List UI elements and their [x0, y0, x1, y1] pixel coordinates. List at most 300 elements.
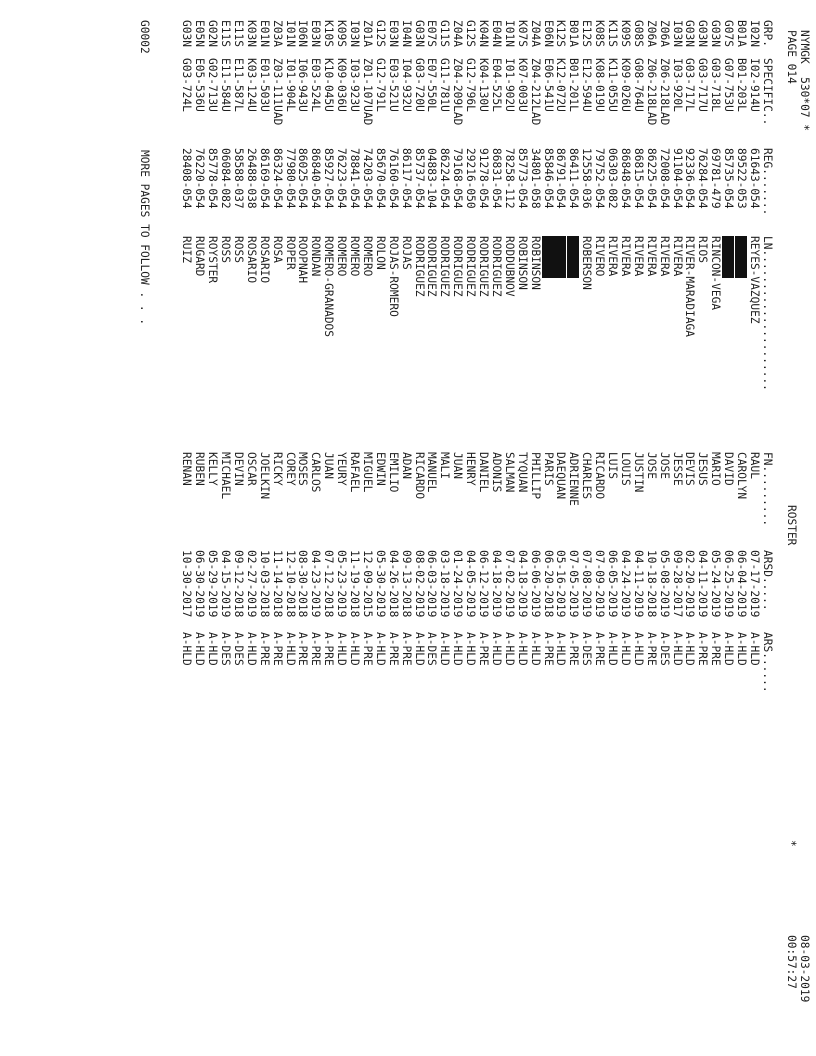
- table-row: [631, 20, 644, 1040]
- cell-fn: DEVIN: [232, 452, 245, 486]
- cell-ars: A-HLD: [490, 632, 503, 666]
- cell-grp: Z04A: [451, 20, 465, 47]
- cell-arsd: 07-08-2019: [580, 550, 594, 618]
- cell-grp: E11S: [232, 20, 245, 47]
- cell-ars: A-HLD: [631, 632, 645, 666]
- cell-grp: Z06A: [657, 20, 671, 47]
- cell-ars: A-DES: [232, 632, 245, 666]
- cell-spec: I06-943U: [296, 58, 310, 112]
- table-row: [489, 20, 502, 1040]
- cell-spec: I01-902U: [502, 58, 516, 112]
- table-row: [670, 20, 683, 1040]
- cell-spec: G02-713U: [206, 58, 220, 112]
- cell-fn: DAEQUAN: [554, 452, 568, 500]
- cell-arsd: 12-10-2018: [283, 550, 297, 618]
- footer-more-pages: MORE PAGES TO FOLLOW . . .: [138, 150, 151, 326]
- cell-ln: ROBERSON: [580, 236, 594, 290]
- cell-reg: 86117-054: [399, 148, 413, 209]
- cell-fn: RICARDO: [593, 452, 607, 500]
- cell-fn: RENAN: [180, 452, 194, 486]
- table-row: [438, 20, 451, 1040]
- cell-arsd: 06-30-2019: [193, 550, 207, 618]
- cell-arsd: 10-18-2018: [644, 550, 658, 618]
- cell-fn: MALI: [438, 452, 452, 479]
- cell-reg: 86224-054: [438, 148, 452, 209]
- cell-spec: K12-072U: [554, 58, 568, 112]
- cell-grp: I06N: [296, 20, 310, 47]
- cell-grp: G03N: [412, 20, 426, 47]
- cell-spec: K07-003U: [515, 58, 529, 112]
- cell-grp: G03N: [180, 20, 194, 47]
- report-id: NYMGK 530*07 *: [798, 30, 811, 132]
- cell-grp: K09S: [619, 20, 632, 47]
- cell-ln: RIOS: [696, 236, 710, 263]
- cell-arsd: 05-30-2019: [373, 550, 387, 618]
- cell-grp: Z04A: [528, 20, 542, 47]
- cell-arsd: 06-25-2019: [722, 550, 736, 618]
- cell-ln: ROMERO-GRANADOS: [322, 236, 336, 338]
- cell-ln: RIVERA: [619, 236, 632, 277]
- cell-ars: A-PRE: [309, 632, 323, 666]
- redaction-box: [721, 236, 734, 278]
- cell-ars: A-HLD: [180, 632, 194, 666]
- cell-reg: 86324-054: [270, 148, 284, 209]
- cell-reg: 26488-038: [244, 148, 258, 209]
- cell-grp: G08S: [631, 20, 645, 47]
- cell-fn: JOELKIN: [257, 452, 271, 500]
- roster-page: [78, 0, 816, 1056]
- table-row: [592, 20, 605, 1040]
- cell-spec: B01-201L: [567, 58, 581, 112]
- table-row: [463, 20, 476, 1040]
- cell-arsd: 09-28-2017: [670, 550, 684, 618]
- cell-reg: 58588-037: [232, 148, 245, 209]
- table-row: [296, 20, 309, 1040]
- cell-arsd: 04-15-2019: [219, 550, 233, 618]
- cell-ln: ROBINSON: [528, 236, 542, 290]
- cell-arsd: 02-27-2019: [244, 550, 258, 618]
- cell-grp: K04N: [477, 20, 491, 47]
- table-row: [321, 20, 334, 1040]
- cell-grp: E12S: [580, 20, 594, 47]
- cell-grp: Z06A: [644, 20, 658, 47]
- cell-arsd: 07-12-2018: [322, 550, 336, 618]
- cell-ln: RODRIGUEZ: [438, 236, 452, 297]
- cell-spec: Z06-218LAD: [644, 58, 658, 126]
- cell-arsd: 08-02-2019: [412, 550, 426, 618]
- cell-reg: 91278-054: [477, 148, 491, 209]
- cell-ln: REYES-VAZQUEZ: [748, 236, 761, 324]
- cell-fn: OSCAR: [244, 452, 258, 486]
- cell-grp: I02N: [748, 20, 761, 47]
- table-row: [721, 20, 734, 1040]
- cell-grp: K09S: [335, 20, 349, 47]
- cell-fn: JESSE: [670, 452, 684, 486]
- cell-ars: A-HLD: [348, 632, 362, 666]
- table-row: [283, 20, 296, 1040]
- table-row: [270, 20, 283, 1040]
- cell-grp: E01N: [257, 20, 271, 47]
- table-row: [605, 20, 618, 1040]
- cell-grp: B01A: [735, 20, 749, 47]
- table-row: [644, 20, 657, 1040]
- report-time: 00:57:27: [785, 935, 798, 989]
- column-header-row: [760, 20, 773, 1040]
- cell-ars: A-HLD: [683, 632, 697, 666]
- cell-ln: RODRIGUEZ: [477, 236, 491, 297]
- table-row: [502, 20, 515, 1040]
- cell-spec: G12-796L: [464, 58, 478, 112]
- cell-arsd: 09-13-2018: [399, 550, 413, 618]
- cell-spec: E04-525L: [490, 58, 503, 112]
- cell-grp: K08S: [593, 20, 607, 47]
- cell-arsd: 10-30-2017: [180, 550, 194, 618]
- table-row: [231, 20, 244, 1040]
- cell-arsd: 05-23-2019: [335, 550, 349, 618]
- cell-arsd: 10-03-2018: [257, 550, 271, 618]
- page-title: ROSTER: [785, 505, 798, 546]
- table-row: [347, 20, 360, 1040]
- cell-fn: CARLOS: [309, 452, 323, 493]
- cell-reg: 79168-054: [451, 148, 465, 209]
- cell-grp: I03N: [348, 20, 362, 47]
- cell-fn: JUSTIN: [631, 452, 645, 493]
- cell-ars: A-HLD: [502, 632, 516, 666]
- cell-reg: 92336-054: [683, 148, 697, 209]
- cell-spec: G03-718L: [709, 58, 723, 112]
- cell-spec: K09-026U: [619, 58, 632, 112]
- cell-ars: A-HLD: [554, 632, 568, 666]
- footer-code: G0002: [138, 20, 151, 54]
- cell-ln: ROSA: [270, 236, 284, 263]
- cell-reg: 76160-054: [386, 148, 400, 209]
- report-date: 08-03-2019: [798, 935, 811, 1003]
- cell-ln: ROMERO: [348, 236, 362, 277]
- cell-reg: 85927-054: [322, 148, 336, 209]
- cell-ars: A-PRE: [386, 632, 400, 666]
- cell-ln: RUIZ: [180, 236, 194, 263]
- cell-ars: A-PRE: [644, 632, 658, 666]
- cell-spec: Z01-107UAD: [361, 58, 374, 126]
- redaction-box: [567, 236, 580, 278]
- cell-reg: 86815-054: [631, 148, 645, 209]
- cell-grp: G11S: [438, 20, 452, 47]
- cell-fn: YEURY: [335, 452, 349, 486]
- cell-grp: E03N: [309, 20, 323, 47]
- cell-reg: 78258-112: [502, 148, 516, 209]
- cell-ars: A-HLD: [670, 632, 684, 666]
- cell-fn: RICARDO: [412, 452, 426, 500]
- col-specific: SPECIFIC..: [761, 58, 774, 126]
- cell-grp: G03N: [696, 20, 710, 47]
- cell-grp: I03N: [670, 20, 684, 47]
- cell-grp: E05N: [193, 20, 207, 47]
- cell-spec: G03-724L: [180, 58, 194, 112]
- cell-grp: Z01A: [361, 20, 374, 47]
- cell-ln: RODDUBNOV: [502, 236, 516, 297]
- cell-arsd: 12-09-2015: [361, 550, 374, 618]
- cell-grp: E07S: [425, 20, 439, 47]
- cell-fn: CAROLYN: [735, 452, 749, 500]
- cell-arsd: 07-05-2019: [567, 550, 581, 618]
- table-row: [734, 20, 747, 1040]
- cell-ars: A-HLD: [283, 632, 297, 666]
- cell-reg: 29216-050: [464, 148, 478, 209]
- table-row: [747, 20, 760, 1040]
- cell-reg: 85735-054: [722, 148, 736, 209]
- cell-ars: A-HLD: [735, 632, 749, 666]
- cell-ars: A-PRE: [399, 632, 413, 666]
- cell-ars: A-HLD: [515, 632, 529, 666]
- col-ars: ARS......: [761, 632, 774, 693]
- cell-reg: 91104-054: [670, 148, 684, 209]
- cell-spec: Z04-209LAD: [451, 58, 465, 126]
- cell-ln: RODRIGUEZ: [490, 236, 503, 297]
- table-row: [579, 20, 592, 1040]
- cell-arsd: 01-24-2019: [451, 550, 465, 618]
- cell-reg: 06084-082: [219, 148, 233, 209]
- cell-ars: A-PRE: [296, 632, 310, 666]
- cell-ars: A-PRE: [593, 632, 607, 666]
- cell-grp: E04N: [490, 20, 503, 47]
- cell-grp: I01N: [502, 20, 516, 47]
- cell-ars: A-DES: [425, 632, 439, 666]
- cell-spec: I04-932U: [399, 58, 413, 112]
- cell-reg: 78841-054: [348, 148, 362, 209]
- cell-arsd: 06-20-2018: [541, 550, 555, 618]
- cell-fn: JUAN: [451, 452, 465, 479]
- cell-ln: RIVERO: [593, 236, 607, 277]
- cell-spec: E05-536U: [193, 58, 207, 112]
- cell-spec: K08-019U: [593, 58, 607, 112]
- table-row: [696, 20, 709, 1040]
- cell-arsd: 04-11-2019: [696, 550, 710, 618]
- cell-spec: G12-791L: [373, 58, 387, 112]
- cell-arsd: 03-18-2019: [438, 550, 452, 618]
- cell-grp: G07S: [722, 20, 736, 47]
- cell-fn: DANIEL: [477, 452, 491, 493]
- cell-ars: A-HLD: [438, 632, 452, 666]
- cell-fn: ADRIENNE: [567, 452, 581, 506]
- cell-grp: B01A: [567, 20, 581, 47]
- cell-arsd: 06-03-2019: [425, 550, 439, 618]
- cell-reg: 76223-054: [335, 148, 349, 209]
- cell-grp: G02N: [206, 20, 220, 47]
- cell-fn: JESUS: [696, 452, 710, 486]
- cell-ln: ROMERO: [335, 236, 349, 277]
- cell-fn: MIGUEL: [361, 452, 374, 493]
- cell-fn: RICKY: [270, 452, 284, 486]
- cell-reg: 72008-054: [657, 148, 671, 209]
- cell-reg: 85778-054: [206, 148, 220, 209]
- cell-spec: K04-130U: [477, 58, 491, 112]
- cell-ln: ROSS: [219, 236, 233, 263]
- cell-ars: A-HLD: [193, 632, 207, 666]
- cell-ln: RONDAN: [309, 236, 323, 277]
- cell-ln: RIVERA: [657, 236, 671, 277]
- cell-grp: G03N: [683, 20, 697, 47]
- cell-fn: DAVID: [722, 452, 736, 486]
- table-row: [334, 20, 347, 1040]
- cell-reg: 85670-054: [373, 148, 387, 209]
- cell-reg: 86225-054: [644, 148, 658, 209]
- cell-fn: LOUIS: [619, 452, 632, 486]
- cell-ln: RUGARD: [193, 236, 207, 277]
- cell-ln: ROSS: [232, 236, 245, 263]
- table-row: [386, 20, 399, 1040]
- cell-arsd: 04-05-2019: [464, 550, 478, 618]
- redaction-box: [554, 236, 567, 278]
- header-star: *: [785, 840, 798, 847]
- cell-spec: E07-550L: [425, 58, 439, 112]
- redaction-box: [541, 236, 554, 278]
- cell-reg: 85737-054: [412, 148, 426, 209]
- cell-spec: I03-920L: [670, 58, 684, 112]
- table-row: [708, 20, 721, 1040]
- cell-ln: ROOPNAH: [296, 236, 310, 284]
- table-row: [476, 20, 489, 1040]
- cell-spec: G11-781U: [438, 58, 452, 112]
- cell-arsd: 05-24-2019: [709, 550, 723, 618]
- cell-ln: ROJAS-ROMERO: [386, 236, 400, 317]
- cell-arsd: 04-24-2019: [619, 550, 632, 618]
- cell-ars: A-PRE: [361, 632, 374, 666]
- cell-ars: A-PRE: [477, 632, 491, 666]
- table-row: [399, 20, 412, 1040]
- cell-fn: ADONIS: [490, 452, 503, 493]
- table-row: [450, 20, 463, 1040]
- cell-spec: Z06-218LAD: [657, 58, 671, 126]
- cell-arsd: 11-14-2018: [270, 550, 284, 618]
- table-row: [309, 20, 322, 1040]
- cell-ln: RIVERA: [606, 236, 620, 277]
- cell-ars: A-PRE: [257, 632, 271, 666]
- cell-spec: E12-594U: [580, 58, 594, 112]
- cell-ln: ROLON: [373, 236, 387, 270]
- cell-ln: RIVERA: [670, 236, 684, 277]
- cell-fn: DEVIS: [683, 452, 697, 486]
- cell-spec: I02-914U: [748, 58, 761, 112]
- cell-ars: A-HLD: [244, 632, 258, 666]
- cell-ln: ROSARIO: [257, 236, 271, 284]
- cell-arsd: 09-12-2018: [232, 550, 245, 618]
- col-reg: REG.......: [761, 148, 774, 216]
- cell-arsd: 02-20-2019: [683, 550, 697, 618]
- cell-reg: 86840-054: [309, 148, 323, 209]
- cell-spec: K03-124U: [244, 58, 258, 112]
- cell-fn: MARIO: [709, 452, 723, 486]
- cell-reg: 79752-054: [593, 148, 607, 209]
- cell-arsd: 05-08-2019: [657, 550, 671, 618]
- cell-ars: A-HLD: [528, 632, 542, 666]
- cell-fn: PHILLIP: [528, 452, 542, 500]
- col-ln: LN.....................: [761, 236, 774, 391]
- cell-reg: 89522-053: [735, 148, 749, 209]
- cell-ln: ROPER: [283, 236, 297, 270]
- cell-arsd: 05-16-2019: [554, 550, 568, 618]
- cell-reg: 28408-054: [180, 148, 194, 209]
- table-row: [528, 20, 541, 1040]
- cell-ars: A-PRE: [709, 632, 723, 666]
- cell-reg: 69781-479: [709, 148, 723, 209]
- cell-ln: RODRIGUEZ: [425, 236, 439, 297]
- table-row: [373, 20, 386, 1040]
- cell-spec: G07-753U: [722, 58, 736, 112]
- cell-spec: G03-720U: [412, 58, 426, 112]
- table-row: [657, 20, 670, 1040]
- cell-arsd: 04-26-2018: [386, 550, 400, 618]
- cell-arsd: 08-30-2018: [296, 550, 310, 618]
- cell-spec: E03-521U: [386, 58, 400, 112]
- cell-reg: 12558-036: [580, 148, 594, 209]
- cell-reg: 85846-054: [541, 148, 555, 209]
- cell-spec: K10-045U: [322, 58, 336, 112]
- cell-reg: 61643-054: [748, 148, 761, 209]
- cell-fn: RAFAEL: [348, 452, 362, 493]
- cell-reg: 76220-054: [193, 148, 207, 209]
- cell-arsd: 04-23-2019: [309, 550, 323, 618]
- cell-grp: I01N: [283, 20, 297, 47]
- cell-fn: PARIS: [541, 452, 555, 486]
- cell-reg: 86025-054: [296, 148, 310, 209]
- table-row: [567, 20, 580, 1040]
- table-row: [541, 20, 554, 1040]
- cell-ln: RODRIGUEZ: [412, 236, 426, 297]
- cell-fn: MANUEL: [425, 452, 439, 493]
- table-row: [683, 20, 696, 1040]
- cell-arsd: 05-29-2019: [206, 550, 220, 618]
- table-row: [554, 20, 567, 1040]
- table-row: [618, 20, 631, 1040]
- cell-grp: K07S: [515, 20, 529, 47]
- col-grp: GRP.: [761, 20, 774, 47]
- cell-fn: TYQUAN: [515, 452, 529, 493]
- cell-arsd: 07-17-2019: [748, 550, 761, 618]
- cell-spec: G08-764U: [631, 58, 645, 112]
- cell-spec: E03-524L: [309, 58, 323, 112]
- cell-reg: 86791-054: [554, 148, 568, 209]
- cell-fn: HENRY: [464, 452, 478, 486]
- cell-fn: EMILIO: [386, 452, 400, 493]
- cell-ln: ROSARIO: [244, 236, 258, 284]
- cell-ars: A-HLD: [619, 632, 632, 666]
- cell-spec: K11-055U: [606, 58, 620, 112]
- cell-grp: G03N: [709, 20, 723, 47]
- cell-reg: 86848-054: [619, 148, 632, 209]
- cell-fn: RAUL: [748, 452, 761, 479]
- cell-arsd: 04-18-2019: [515, 550, 529, 618]
- cell-spec: G03-717U: [696, 58, 710, 112]
- cell-arsd: 06-05-2019: [606, 550, 620, 618]
- cell-fn: COREY: [283, 452, 297, 486]
- cell-reg: 85773-054: [515, 148, 529, 209]
- cell-ars: A-PRE: [696, 632, 710, 666]
- cell-ars: A-PRE: [270, 632, 284, 666]
- cell-ars: A-HLD: [464, 632, 478, 666]
- cell-ln: ROYSTER: [206, 236, 220, 284]
- cell-spec: E11-584U: [219, 58, 233, 112]
- cell-ars: A-HLD: [206, 632, 220, 666]
- cell-fn: SALMAN: [502, 452, 516, 493]
- cell-ln: RODRIGUEZ: [451, 236, 465, 297]
- cell-grp: Z03A: [270, 20, 284, 47]
- cell-grp: K11S: [606, 20, 620, 47]
- cell-reg: 76284-054: [696, 148, 710, 209]
- cell-reg: 34801-058: [528, 148, 542, 209]
- cell-ars: A-DES: [219, 632, 233, 666]
- cell-reg: 86169-054: [257, 148, 271, 209]
- redaction-box: [734, 236, 747, 278]
